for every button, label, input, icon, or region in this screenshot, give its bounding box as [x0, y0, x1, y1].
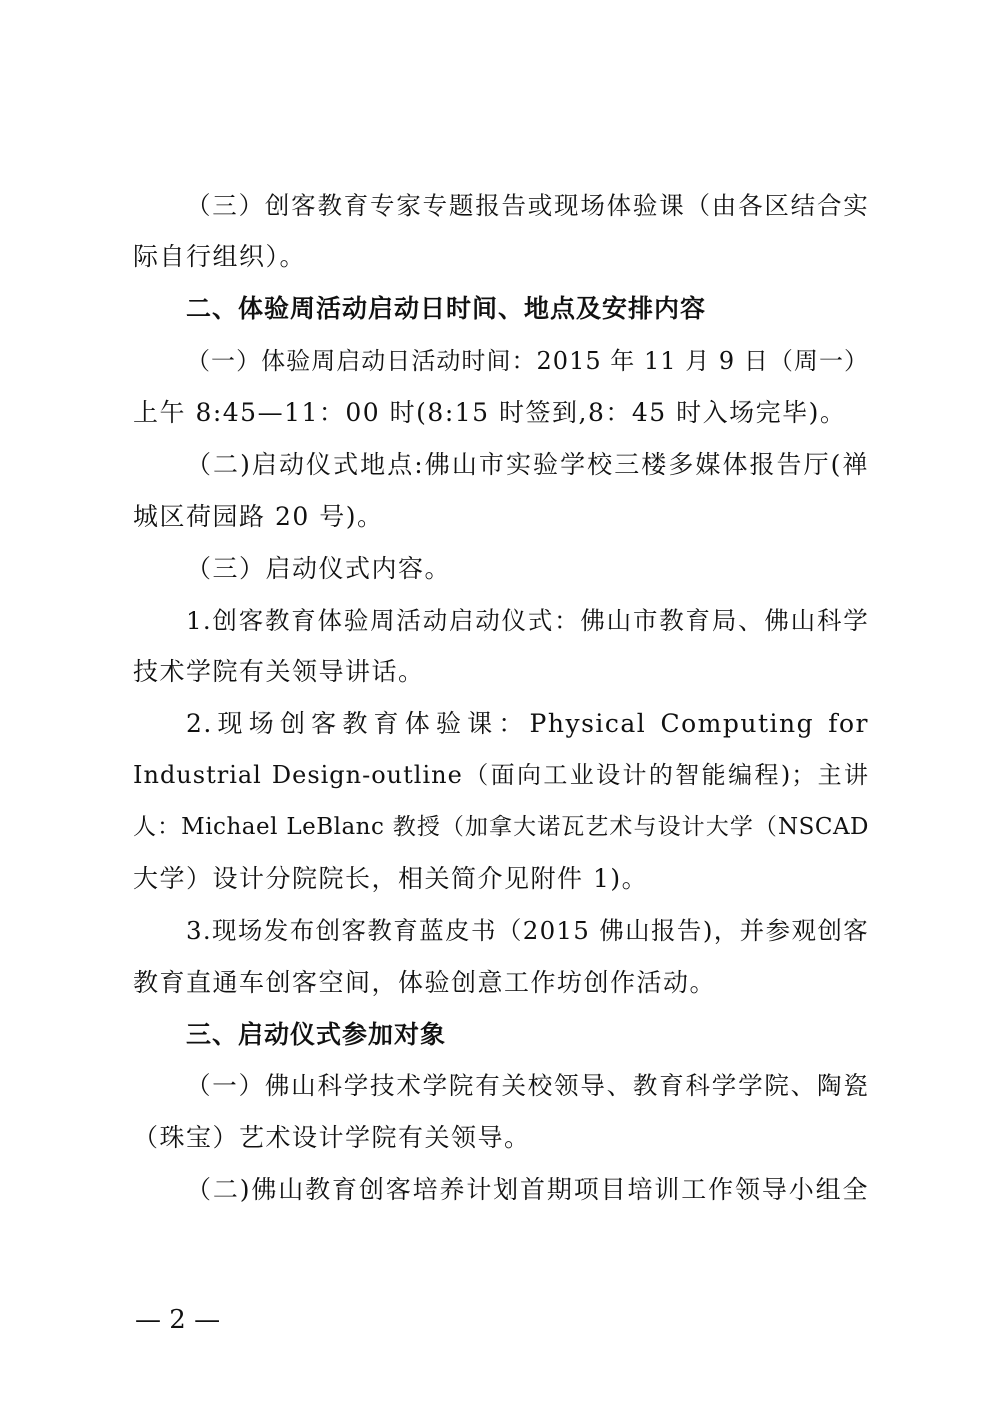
paragraph-line: Industrial Design-outline（面向工业设计的智能编程)；主讲 — [133, 761, 869, 789]
paragraph-line: 教育直通车创客空间，体验创意工作坊创作活动。 — [133, 968, 717, 997]
paragraph-line: 际自行组织）。 — [133, 242, 307, 271]
paragraph-line: （二)佛山教育创客培养计划首期项目培训工作领导小组全 — [186, 1175, 869, 1204]
paragraph-line: 城区荷园路 20 号)。 — [133, 502, 384, 531]
paragraph-line: 2.现场创客教育体验课：Physical Computing for — [186, 709, 869, 738]
paragraph-line: （三）创客教育专家专题报告或现场体验课（由各区结合实 — [186, 191, 869, 220]
paragraph-line: 技术学院有关领导讲话。 — [133, 657, 425, 686]
paragraph-line: （二)启动仪式地点:佛山市实验学校三楼多媒体报告厅(禅 — [186, 450, 869, 479]
paragraph-line: （一）佛山科学技术学院有关校领导、教育科学学院、陶瓷 — [186, 1071, 869, 1100]
paragraph-line: （三）启动仪式内容。 — [186, 554, 452, 583]
section-heading: 二、体验周活动启动日时间、地点及安排内容 — [186, 294, 707, 323]
paragraph-line: 大学）设计分院院长，相关简介见附件 1)。 — [133, 864, 649, 893]
paragraph-line: （一）体验周启动日活动时间：2015 年 11 月 9 日（周一） — [186, 347, 869, 375]
paragraph-line: 3.现场发布创客教育蓝皮书（2015 佛山报告)，并参观创客 — [186, 916, 869, 945]
paragraph-line: （珠宝）艺术设计学院有关领导。 — [133, 1123, 531, 1152]
section-heading: 三、启动仪式参加对象 — [186, 1020, 447, 1049]
paragraph-line: 1.创客教育体验周活动启动仪式：佛山市教育局、佛山科学 — [186, 606, 869, 635]
page-number: — 2 — — [135, 1305, 221, 1335]
paragraph-line: 人：Michael LeBlanc 教授（加拿大诺瓦艺术与设计大学（NSCAD — [133, 814, 869, 840]
paragraph-line: 上午 8:45—11：00 时(8:15 时签到,8：45 时入场完毕)。 — [133, 398, 847, 427]
